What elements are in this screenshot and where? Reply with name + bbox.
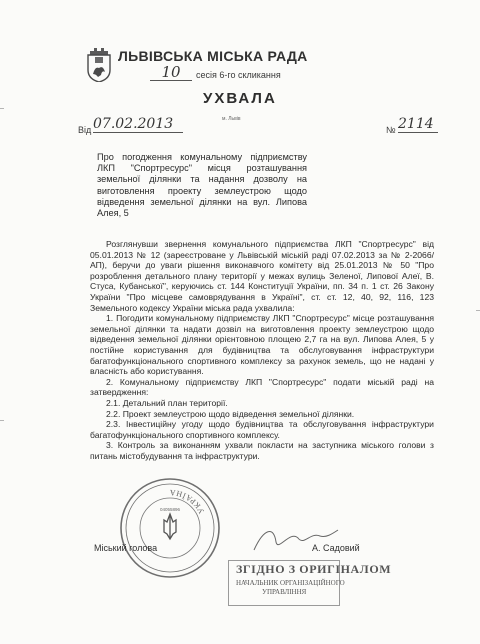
resolution-subject: Про погодження комунальному підприємству ЛКП "Спортресурс" місця розташування земельної ділянки та надання дозволу на виготовлення проекту землеустрою щодо відведення земельної ділянки на вул. Липова Алея, 5 <box>97 152 307 219</box>
date-prefix: Від <box>78 125 92 135</box>
round-seal-stamp <box>118 476 222 580</box>
copy-stamp-line-2: НАЧАЛЬНИК ОРГАНІЗАЦІЙНОГО <box>236 579 345 587</box>
seal-code: 04055896 <box>159 507 181 512</box>
date-value: 07.02.2013 <box>93 117 183 133</box>
resolution-body <box>90 239 434 461</box>
document-type-heading: УХВАЛА <box>203 90 277 107</box>
session-number: 10 <box>150 64 192 81</box>
city-label: м. Львів <box>222 116 241 122</box>
item-2-3-paragraph: 2.3. Інвестиційну угоду щодо будівництва та обслуговування інфраструктури багатофункціонального спортивного комплексу. <box>90 419 434 440</box>
handwritten-signature <box>250 520 340 560</box>
item-1-paragraph: 1. Погодити комунальному підприємству ЛКП "Спортресурс" місце розташування земельної ділянки та надати дозвіл на виготовлення проекту землеустрою щодо відведення земельної ділянки орієнтовною площею 2,7 га на вул. Липова Алея, 5 у постійне користування для будівництва та обслуговування інфраструктури багатофункціонального спортивного комплексу за рахунок земель, що не надані у власність або користування. <box>90 313 434 377</box>
number-value: 2114 <box>398 117 438 133</box>
number-prefix: № <box>386 125 396 135</box>
signatory-name: А. Садовий <box>312 543 360 553</box>
council-name: ЛЬВІВСЬКА МІСЬКА РАДА <box>118 48 308 64</box>
item-2-paragraph: 2. Комунальному підприємству ЛКП "Спортресурс" подати міській раді на затвердження: <box>90 376 434 398</box>
preamble-paragraph: Розглянувши звернення комунального підприємства ЛКП "Спортресурс" від 05.01.2013 № 12 (зареєстроване у Львівській міській раді 07.02.2013 за № 2-2066/АП), беручи до уваги рішення виконавчого комітету від 25.01.2013 № 50 "Про розроблення детального плану території у межах вулиць Зеленої, Липової Алеї, В. Стуса, Кубанської", керуючись ст. 144 Конституції України, пп. 34 п. 1 ст. 26 Закону України "Про місцеве самоврядування в Україні", ст. ст. 12, 40, 92, 116, 123 Земельного кодексу України міська рада ухвалила: <box>90 239 434 313</box>
copy-stamp-line-3: УПРАВЛІННЯ <box>262 588 307 596</box>
copy-stamp-line-1: ЗГІДНО З ОРИГІНАЛОМ <box>236 562 392 576</box>
signatory-position: Міський голова <box>94 543 158 553</box>
scan-margin-mark <box>0 108 4 109</box>
seal-ring-text: УКРАЇНА <box>168 487 207 516</box>
item-2-1-paragraph: 2.1. Детальний план території. <box>106 397 228 408</box>
scan-margin-mark <box>476 310 480 311</box>
session-label: сесія 6-го скликання <box>196 70 281 80</box>
item-2-2-paragraph: 2.2. Проект землеустрою щодо відведення земельної ділянки. <box>106 408 355 419</box>
item-3-paragraph: 3. Контроль за виконанням ухвали покласти на заступника міського голови з питань містобудування та інфраструктури. <box>90 440 434 461</box>
lviv-coat-of-arms-icon <box>86 48 112 82</box>
scan-margin-mark <box>0 420 4 421</box>
